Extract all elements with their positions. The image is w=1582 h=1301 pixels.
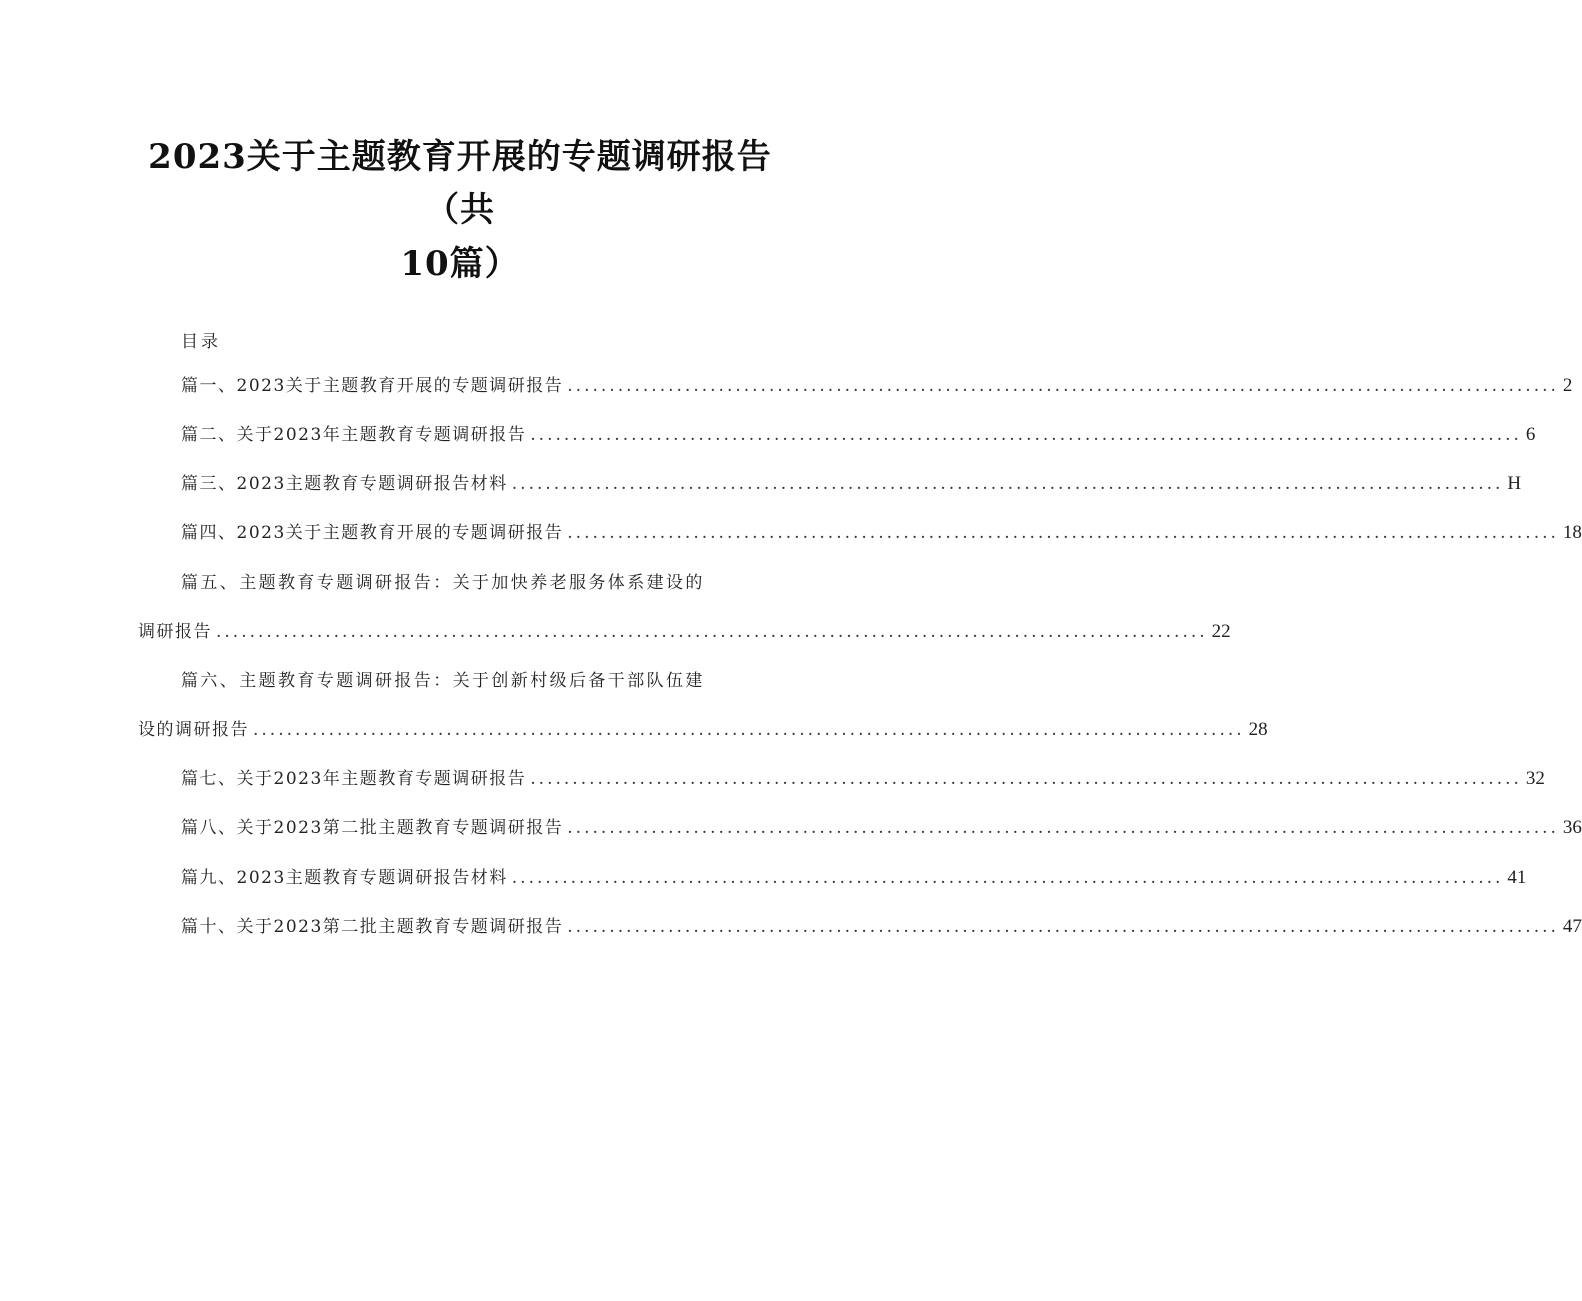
toc-entry-10[interactable] xyxy=(181,915,1582,939)
toc-page-number: 18 xyxy=(1562,522,1582,543)
toc-entry-title: 设的调研报告 xyxy=(138,720,249,740)
toc-page-number: 28 xyxy=(1248,719,1268,740)
toc-leader-dots: ...................................................................................................................... xyxy=(567,917,1559,937)
toc-page-number: 47 xyxy=(1562,916,1582,937)
toc-page-number: 32 xyxy=(1525,768,1545,789)
document-title-line-2: （共 xyxy=(425,190,495,230)
toc-entry-9[interactable] xyxy=(181,866,1527,890)
toc-entry-8[interactable] xyxy=(181,816,1582,840)
document-title-line-3: 10篇） xyxy=(400,244,520,284)
toc-entry-title: 篇三、2023主题教育专题调研报告材料 xyxy=(181,474,508,494)
toc-leader-dots: ...................................................................................................................... xyxy=(216,622,1208,642)
toc-leader-dots: ...................................................................................................................... xyxy=(567,376,1559,396)
toc-entry-5[interactable] xyxy=(138,620,1231,644)
toc-entry-title: 篇四、2023关于主题教育开展的专题调研报告 xyxy=(181,523,564,543)
toc-leader-dots: ...................................................................................................................... xyxy=(567,818,1559,838)
toc-leader-dots: ...................................................................................................................... xyxy=(253,720,1245,740)
toc-leader-dots: ...................................................................................................................... xyxy=(511,868,1504,888)
toc-entry-3[interactable] xyxy=(181,472,1522,496)
toc-entry-title: 篇七、关于2023年主题教育专题调研报告 xyxy=(181,769,527,789)
toc-heading: 目录 xyxy=(181,332,221,352)
toc-leader-dots: ...................................................................................................................... xyxy=(530,425,1522,445)
toc-entry-2[interactable] xyxy=(181,423,1536,447)
toc-page-number: 41 xyxy=(1507,867,1527,888)
toc-entry-4[interactable] xyxy=(181,521,1582,545)
toc-entry-title: 篇十、关于2023第二批主题教育专题调研报告 xyxy=(181,917,564,937)
toc-entry-7[interactable] xyxy=(181,767,1545,791)
toc-page-number: 6 xyxy=(1525,424,1536,445)
toc-entry-title: 篇一、2023关于主题教育开展的专题调研报告 xyxy=(181,376,564,396)
toc-page-number: 2 xyxy=(1562,375,1573,396)
toc-leader-dots: ...................................................................................................................... xyxy=(530,769,1522,789)
toc-entry-1[interactable] xyxy=(181,374,1573,398)
toc-page-number: 22 xyxy=(1211,621,1231,642)
toc-entry-title: 篇二、关于2023年主题教育专题调研报告 xyxy=(181,425,527,445)
toc-entry-6-line-1[interactable]: 篇六、主题教育专题调研报告：关于创新村级后备干部队伍建 xyxy=(181,671,705,691)
toc-page-number: H xyxy=(1507,473,1522,494)
toc-entry-title: 篇九、2023主题教育专题调研报告材料 xyxy=(181,868,508,888)
toc-leader-dots: ...................................................................................................................... xyxy=(567,523,1559,543)
document-title-line-1: 2023关于主题教育开展的专题调研报告 xyxy=(148,137,772,177)
toc-entry-6[interactable] xyxy=(138,718,1268,742)
toc-entry-title: 篇八、关于2023第二批主题教育专题调研报告 xyxy=(181,818,564,838)
toc-entry-5-line-1[interactable]: 篇五、主题教育专题调研报告：关于加快养老服务体系建设的 xyxy=(181,573,705,593)
toc-entry-title: 调研报告 xyxy=(138,622,212,642)
toc-leader-dots: ...................................................................................................................... xyxy=(511,474,1504,494)
toc-page-number: 36 xyxy=(1562,817,1582,838)
